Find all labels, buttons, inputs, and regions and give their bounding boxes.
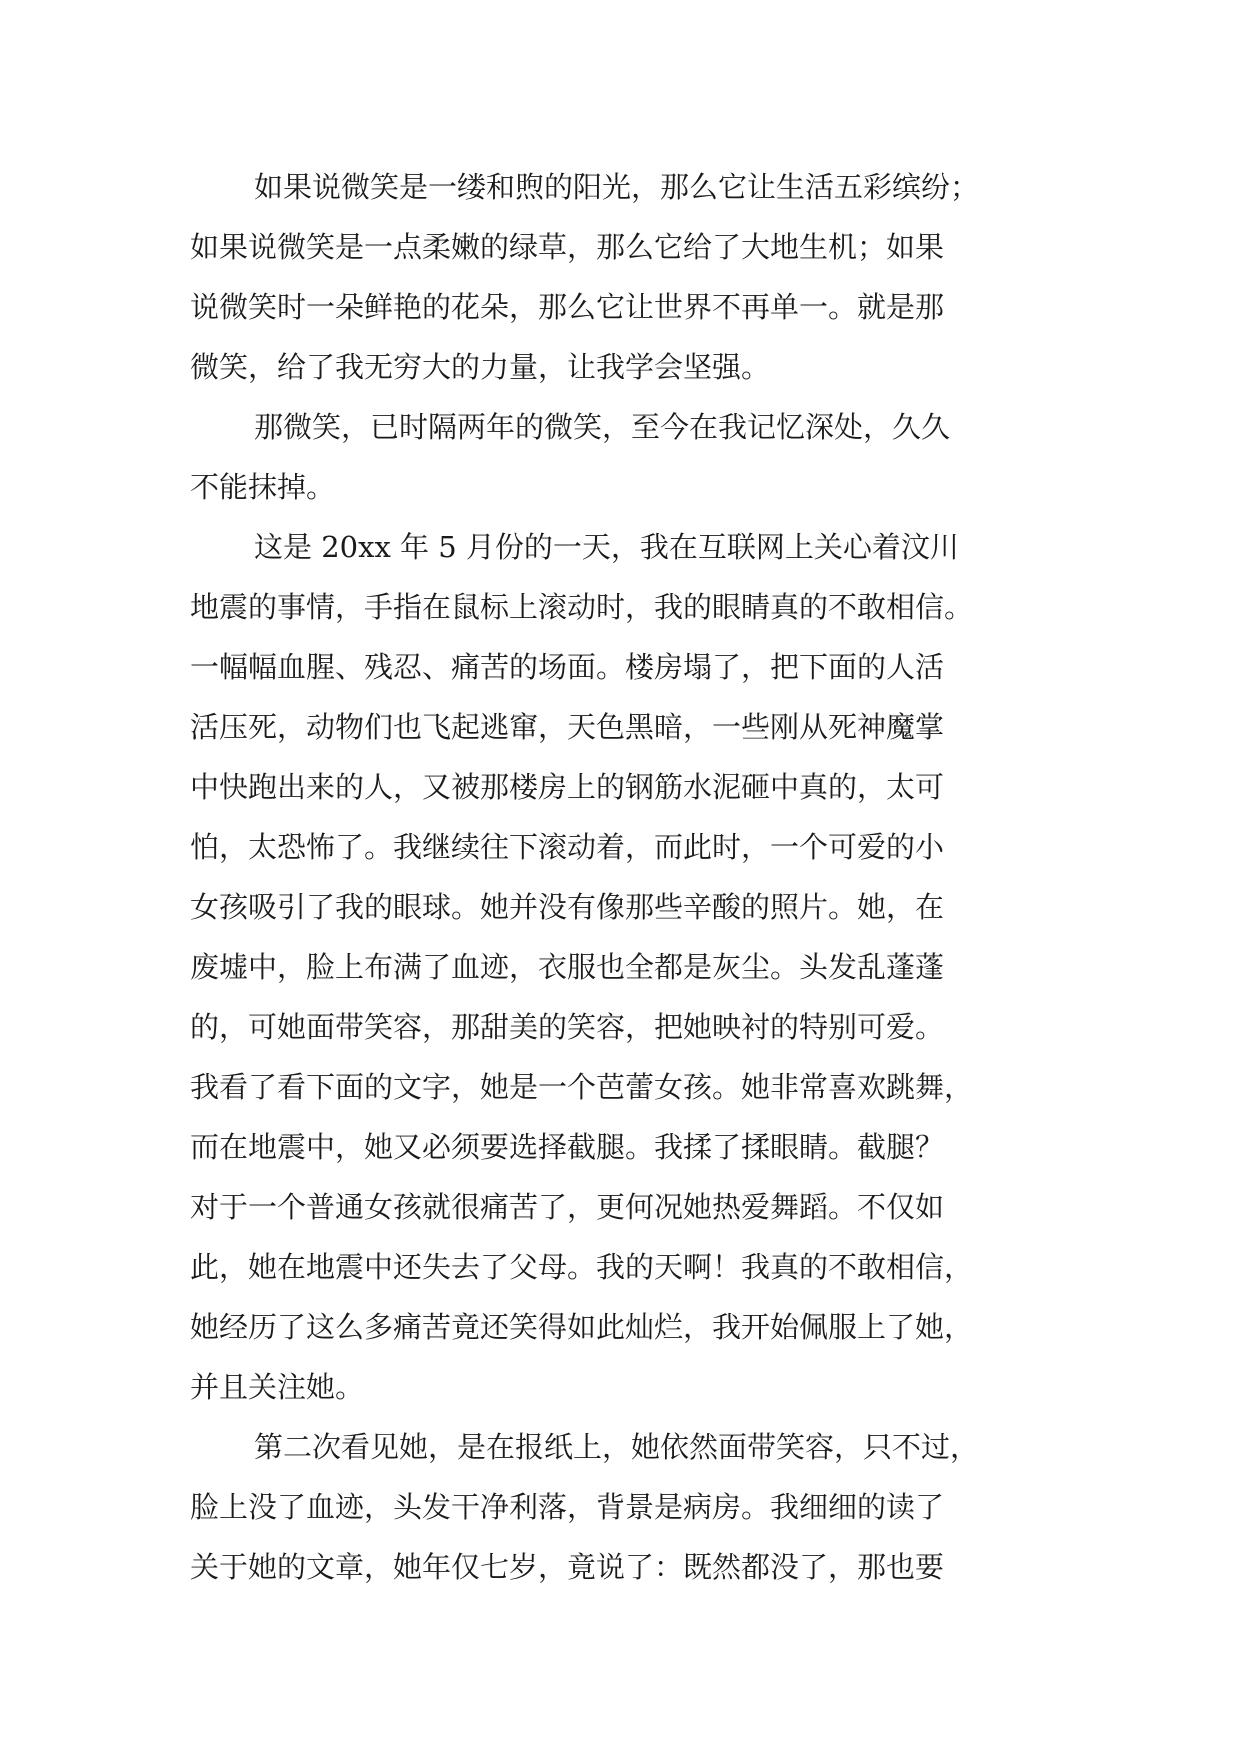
text-line: 我看了看下面的文字，她是一个芭蕾女孩。她非常喜欢跳舞， <box>190 1070 974 1104</box>
text-line: 地震的事情，手指在鼠标上滚动时，我的眼睛真的不敢相信。 <box>190 590 974 624</box>
document-body <box>190 157 1060 1597</box>
text-line: 女孩吸引了我的眼球。她并没有像那些辛酸的照片。她，在 <box>190 890 945 924</box>
text-line: 对于一个普通女孩就很痛苦了，更何况她热爱舞蹈。不仅如 <box>190 1190 945 1224</box>
text-line: 并且关注她。 <box>190 1370 365 1404</box>
text-line: 脸上没了血迹，头发干净利落，背景是病房。我细细的读了 <box>190 1490 945 1524</box>
text-line: 一幅幅血腥、残忍、痛苦的场面。楼房塌了，把下面的人活 <box>190 650 945 684</box>
text-line: 那微笑，已时隔两年的微笑，至今在我记忆深处，久久 <box>254 410 951 444</box>
text-line: 不能抹掉。 <box>190 470 336 504</box>
text-line: 这是 20xx 年 5 月份的一天，我在互联网上关心着汶川 <box>254 530 959 564</box>
text-line: 如果说微笑是一点柔嫩的绿草，那么它给了大地生机；如果 <box>190 230 945 264</box>
text-line: 微笑，给了我无穷大的力量，让我学会坚强。 <box>190 350 771 384</box>
text-line: 第二次看见她，是在报纸上，她依然面带笑容，只不过， <box>254 1430 980 1464</box>
text-line: 怕，太恐怖了。我继续往下滚动着，而此时，一个可爱的小 <box>190 830 945 864</box>
text-line: 此，她在地震中还失去了父母。我的天啊！我真的不敢相信， <box>190 1250 974 1284</box>
text-line: 废墟中，脸上布满了血迹，衣服也全都是灰尘。头发乱蓬蓬 <box>190 950 945 984</box>
text-line: 活压死，动物们也飞起逃窜，天色黑暗，一些刚从死神魔掌 <box>190 710 945 744</box>
text-line: 关于她的文章，她年仅七岁，竟说了：既然都没了，那也要 <box>190 1550 945 1584</box>
text-line: 说微笑时一朵鲜艳的花朵，那么它让世界不再单一。就是那 <box>190 290 945 324</box>
text-line: 她经历了这么多痛苦竟还笑得如此灿烂，我开始佩服上了她， <box>190 1310 974 1344</box>
text-line: 的，可她面带笑容，那甜美的笑容，把她映衬的特别可爱。 <box>190 1010 945 1044</box>
text-line: 如果说微笑是一缕和煦的阳光，那么它让生活五彩缤纷； <box>254 170 980 204</box>
text-line: 而在地震中，她又必须要选择截腿。我揉了揉眼睛。截腿？ <box>190 1130 945 1164</box>
text-line: 中快跑出来的人，又被那楼房上的钢筋水泥砸中真的，太可 <box>190 770 945 804</box>
